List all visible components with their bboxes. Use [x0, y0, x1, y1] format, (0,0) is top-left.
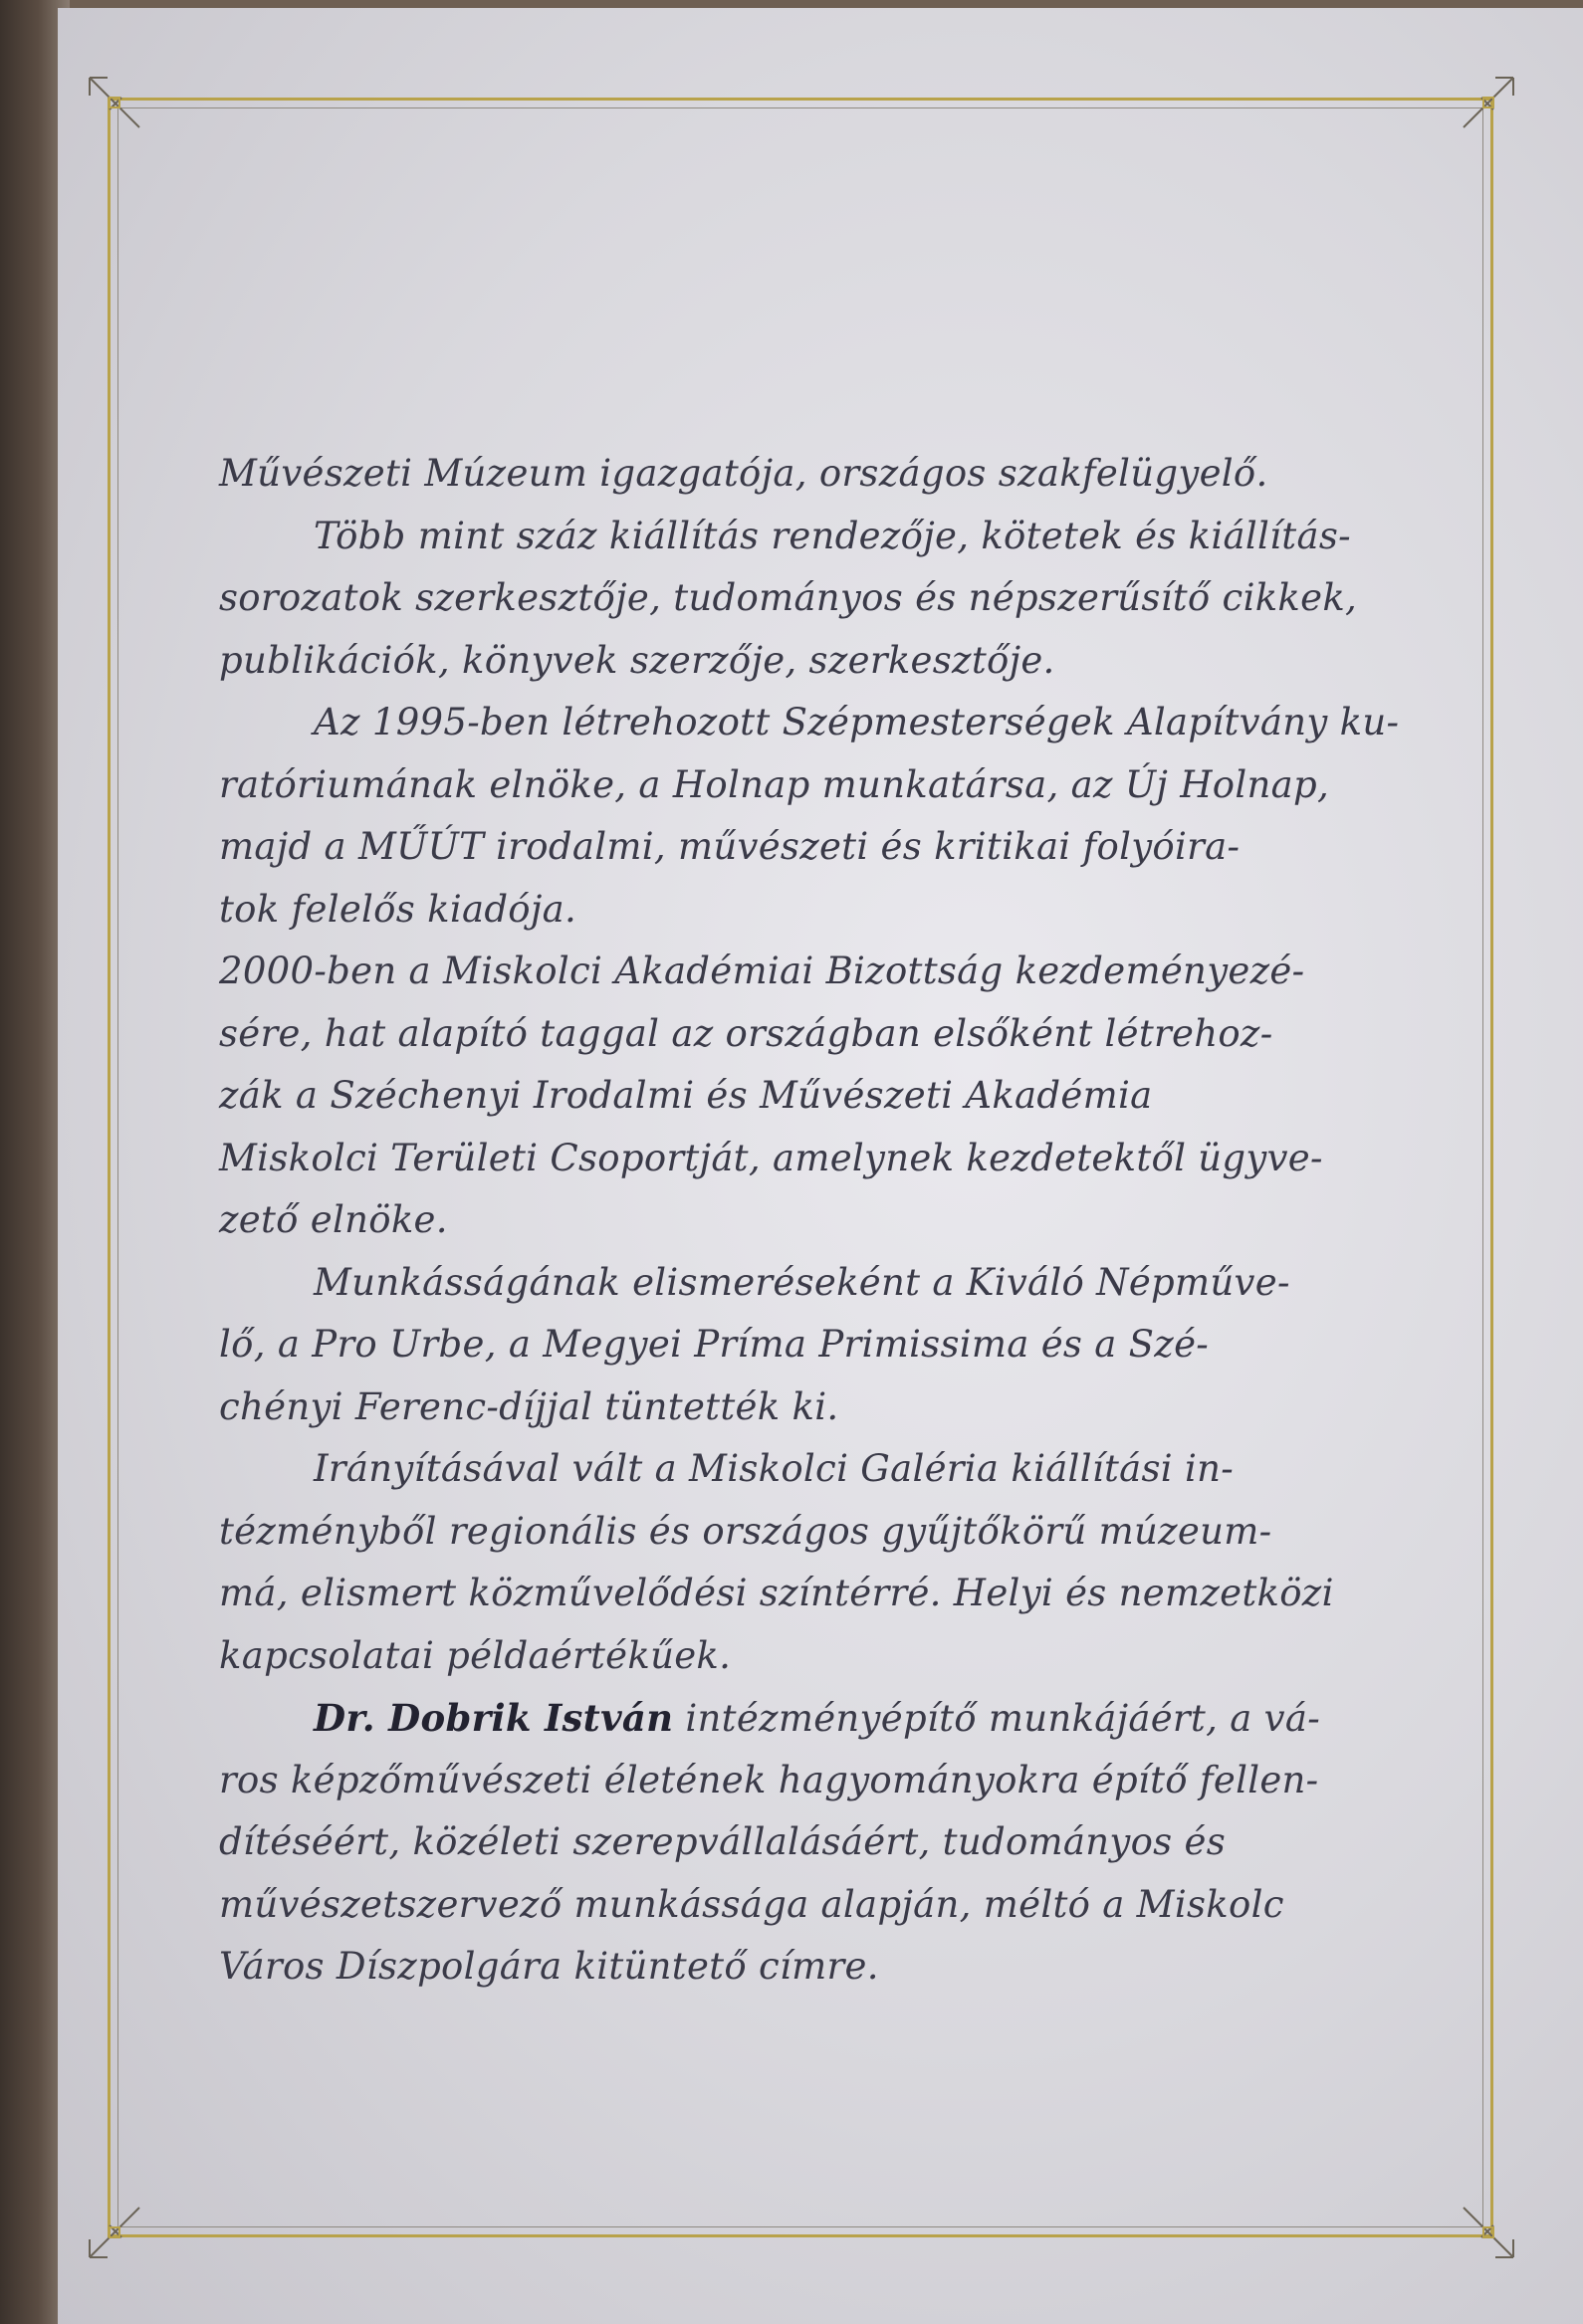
text-line: [219, 1128, 1364, 1190]
text-line: [219, 567, 1364, 630]
line-text: kapcsolatai példaértékűek.: [219, 1633, 732, 1677]
text-line: [219, 1625, 1364, 1688]
text-line: [219, 1563, 1364, 1625]
honoree-name: Dr. Dobrik István: [314, 1696, 674, 1740]
text-line: [219, 1252, 1364, 1315]
line-text: intézményépítő munkájáért, a vá-: [673, 1697, 1320, 1740]
line-text: zák a Széchenyi Irodalmi és Művészeti Akadémia: [219, 1074, 1153, 1117]
corner-ornament-bottom-right: [1454, 2198, 1523, 2267]
corner-ornament-top-left: [80, 68, 149, 137]
text-line: [219, 879, 1364, 942]
line-text: tok felelős kiadója.: [219, 887, 577, 931]
line-text: ratóriumának elnöke, a Holnap munkatársa, az Új Holnap,: [219, 762, 1330, 806]
text-line: [219, 1065, 1364, 1128]
handwritten-text-block: [219, 443, 1400, 1999]
text-line: [219, 1189, 1364, 1252]
text-line: [219, 1501, 1364, 1564]
line-text: má, elismert közművelődési színtérré. Helyi és nemzetközi: [219, 1572, 1334, 1614]
line-text: lő, a Pro Urbe, a Megyei Príma Primissima és a Szé-: [219, 1323, 1210, 1366]
corner-ornament-bottom-left: [80, 2198, 149, 2267]
text-line: [219, 630, 1364, 693]
line-text: zető elnöke.: [219, 1198, 448, 1241]
line-text: dítéséért, közéleti szerepvállalásáért, tudományos és: [219, 1820, 1227, 1863]
text-line: [219, 1687, 1364, 1750]
line-text: ros képzőművészeti életének hagyományokra építő fellen-: [219, 1758, 1319, 1801]
line-text: sorozatok szerkesztője, tudományos és népszerűsítő cikkek,: [219, 576, 1358, 619]
line-text: művészetszervező munkássága alapján, méltó a Miskolc: [219, 1882, 1284, 1926]
text-line: [219, 1936, 1364, 1999]
text-line: [219, 941, 1364, 1003]
line-text: Művészeti Múzeum igazgatója, országos szakfelügyelő.: [219, 452, 1268, 495]
line-text: Irányításával vált a Miskolci Galéria kiállítási in-: [314, 1447, 1235, 1490]
line-text: Több mint száz kiállítás rendezője, kötetek és kiállítás-: [314, 514, 1351, 557]
text-line: [219, 692, 1400, 754]
text-line: [219, 1811, 1364, 1874]
line-text: sére, hat alapító taggal az országban elsőként létrehoz-: [219, 1011, 1273, 1055]
text-line: [219, 754, 1364, 817]
line-text: 2000-ben a Miskolci Akadémiai Bizottság kezdeményezé-: [219, 950, 1305, 992]
text-line: [219, 1003, 1364, 1066]
line-text: Város Díszpolgára kitüntető címre.: [219, 1945, 879, 1988]
text-line: [219, 443, 1364, 506]
line-text: Munkásságának elismeréseként a Kiváló Népműve-: [314, 1260, 1290, 1304]
text-line: [219, 506, 1364, 568]
corner-ornament-top-right: [1454, 68, 1523, 137]
text-line: [219, 1874, 1364, 1937]
line-text: Miskolci Területi Csoportját, amelynek kezdetektől ügyve-: [219, 1136, 1323, 1179]
text-line: [219, 1750, 1364, 1812]
line-text: publikációk, könyvek szerzője, szerkesztője.: [219, 638, 1055, 682]
text-line: [219, 816, 1364, 879]
line-text: chényi Ferenc-díjjal tüntették ki.: [219, 1384, 839, 1428]
line-text: Az 1995-ben létrehozott Szépmesterségek Alapítvány ku-: [314, 701, 1400, 743]
text-line: [219, 1376, 1364, 1439]
line-text: majd a MŰÚT irodalmi, művészeti és kritikai folyóira-: [219, 825, 1241, 868]
text-line: [219, 1438, 1364, 1501]
line-text: tézményből regionális és országos gyűjtőkörű múzeum-: [219, 1509, 1272, 1553]
text-line: [219, 1314, 1364, 1376]
